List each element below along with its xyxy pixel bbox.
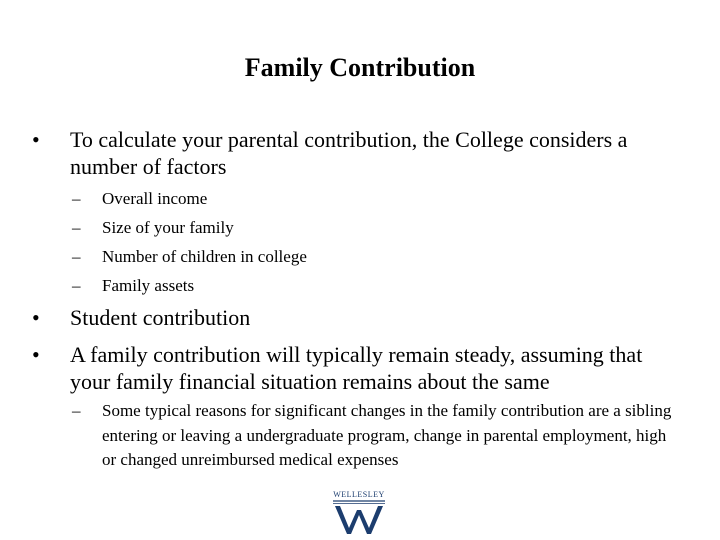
bullet-item [32,126,682,180]
sub-bullet-text: Some typical reasons for significant changes in the family contribution are a sibling entering or leaving a undergraduate program, change in parental employment, high or changed unreimbursed medical expenses [102,401,672,469]
sub-bullet-text: Number of children in college [102,247,307,266]
sub-bullet-text: Size of your family [102,218,234,237]
sub-bullet-item [72,399,682,473]
bullet-item [32,304,682,331]
logo-wordmark: WELLESLEY [333,490,385,499]
slide-title: Family Contribution [244,53,476,82]
sub-bullet-text: Overall income [102,189,208,208]
wellesley-w-shield-icon [331,500,387,536]
dash-marker: – [72,276,81,295]
bullet-marker: • [32,127,40,152]
sub-bullet-item [72,245,672,269]
bullet-text: Student contribution [70,305,251,330]
bullet-text: A family contribution will typically remain steady, assuming that your family financial situation remains about the same [70,342,643,394]
dash-marker: – [72,401,81,420]
dash-marker: – [72,247,81,266]
bullet-marker: • [32,342,40,367]
dash-marker: – [72,189,81,208]
dash-marker: – [72,218,81,237]
bullet-item [32,341,682,395]
sub-bullet-item [72,187,672,211]
bullet-marker: • [32,305,40,330]
sub-bullet-text: Family assets [102,276,195,295]
bullet-text: To calculate your parental contribution, the College considers a number of factors [70,127,628,179]
sub-bullet-item [72,216,672,240]
wellesley-logo [326,490,392,536]
sub-bullet-item [72,274,672,298]
